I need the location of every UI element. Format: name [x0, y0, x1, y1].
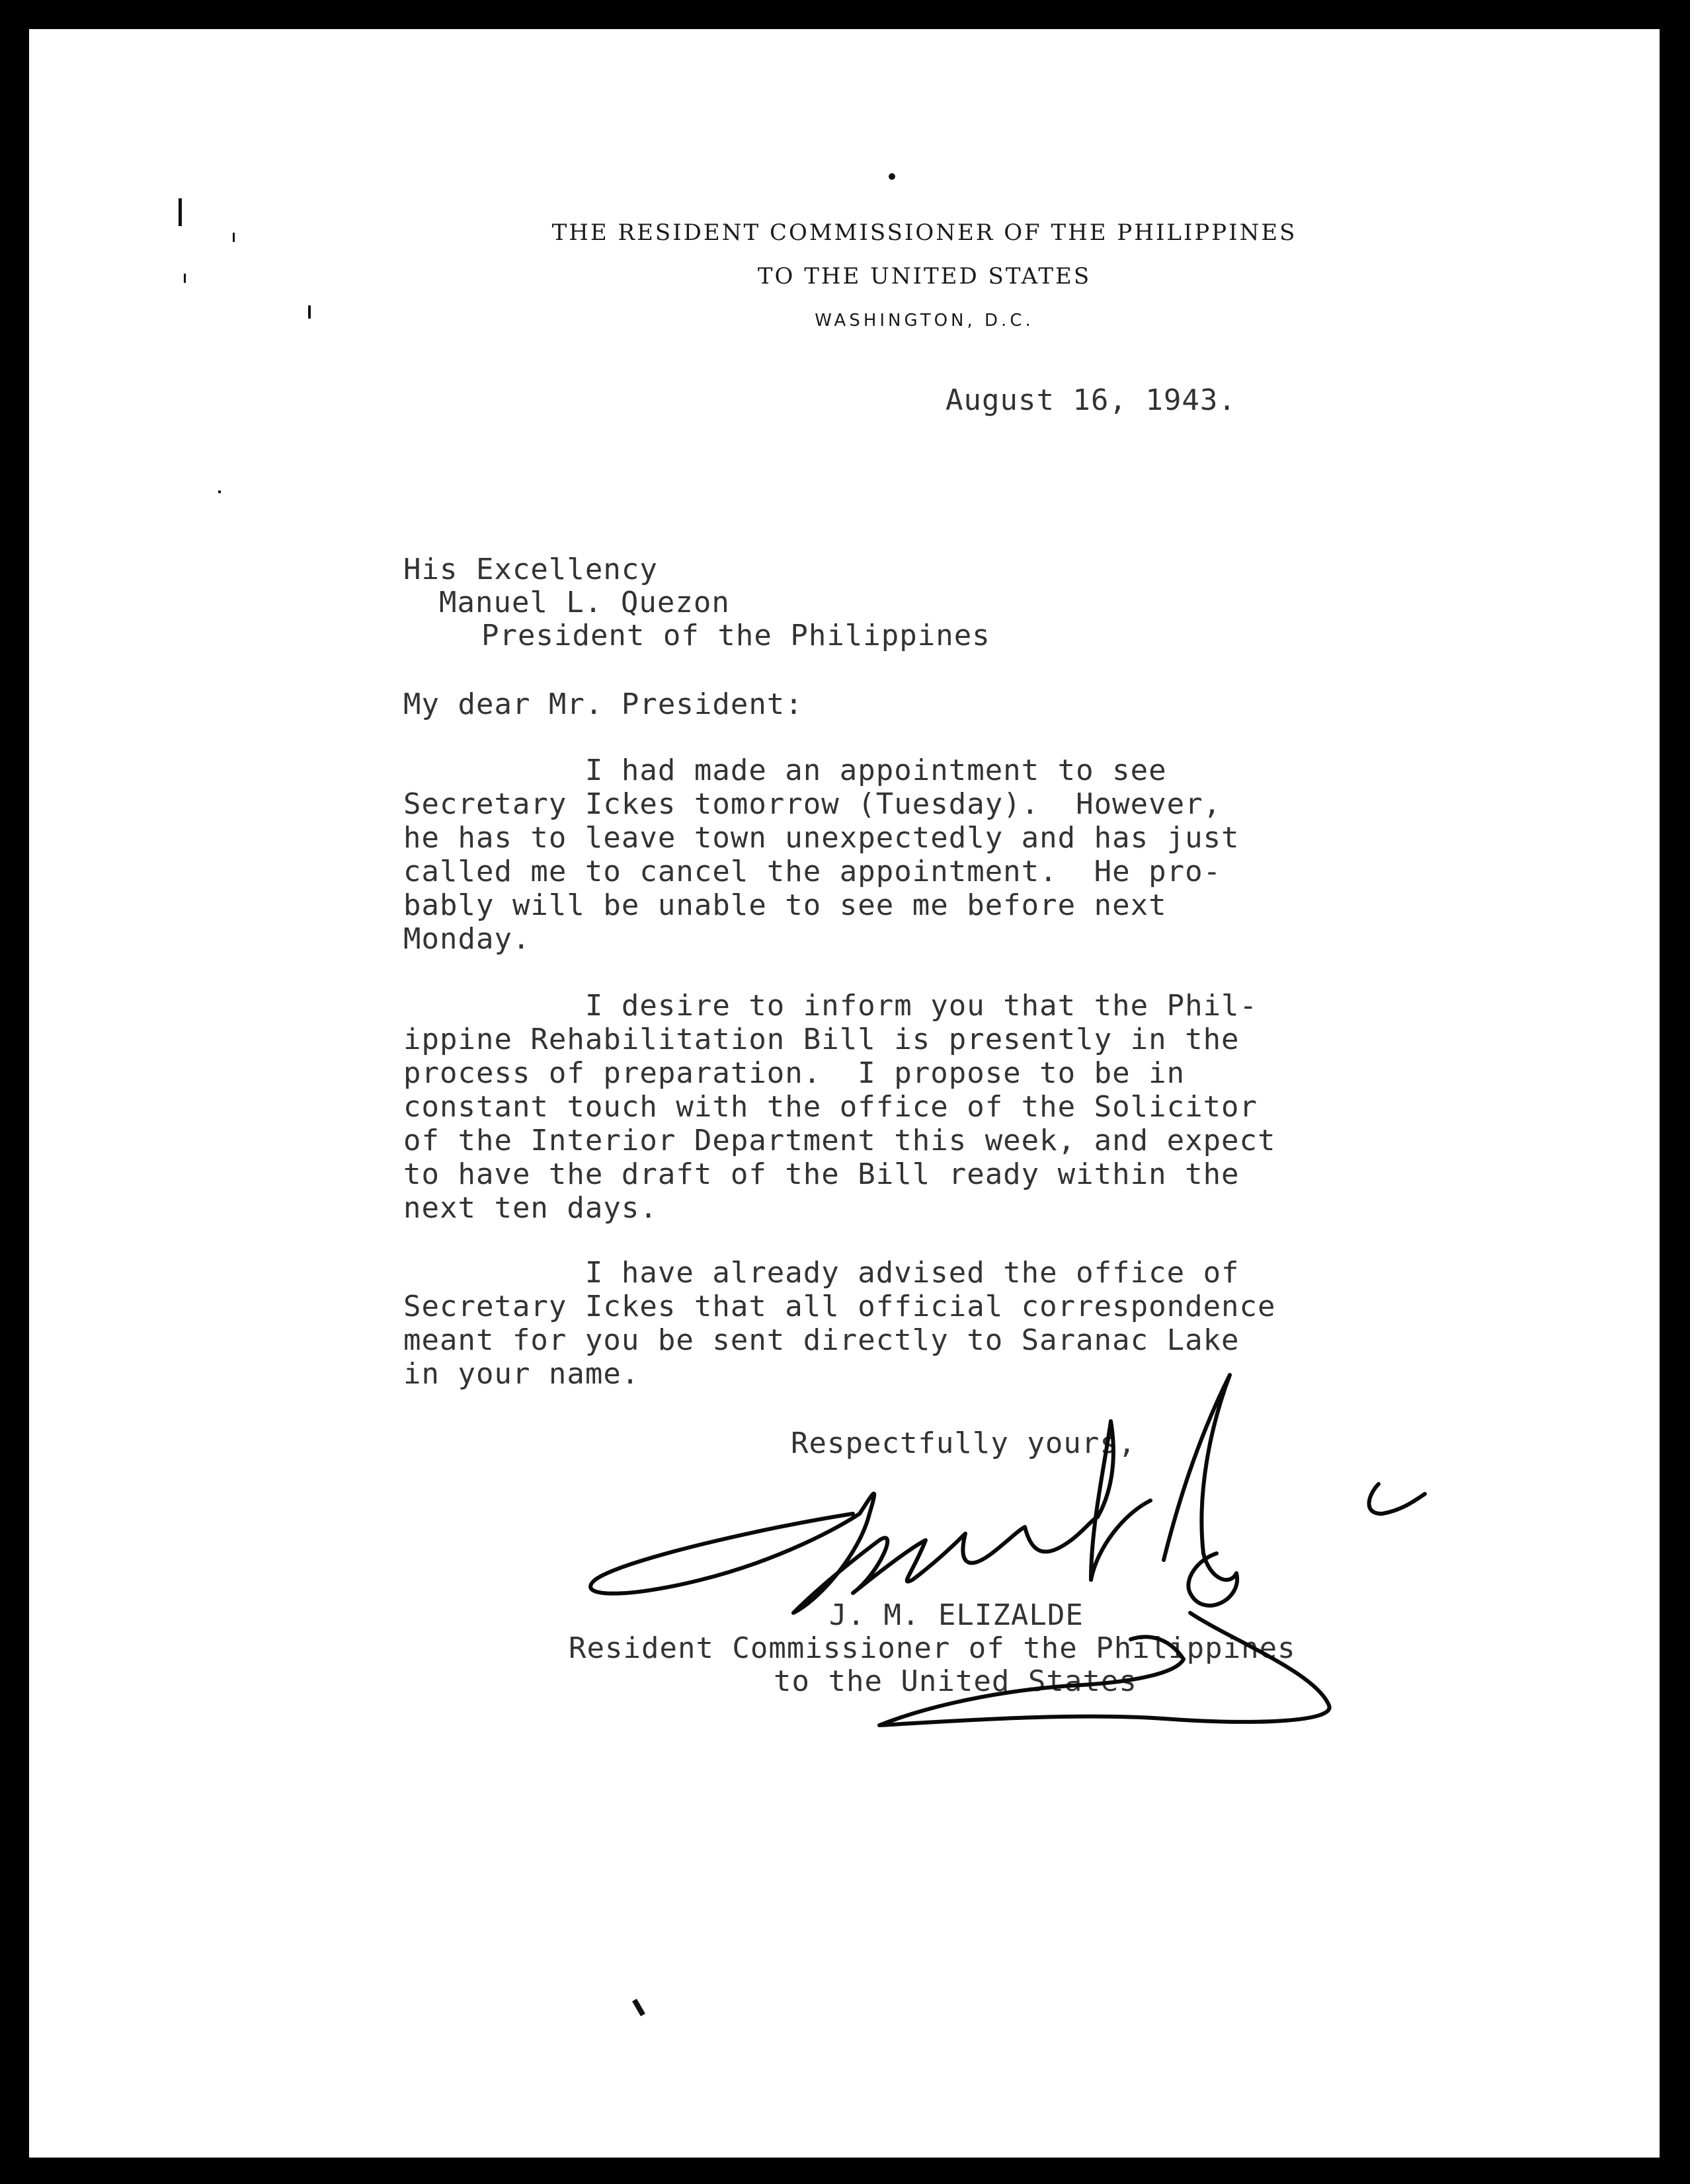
signatory-title-line-2: to the United States [774, 1664, 1137, 1698]
addressee-line-1: His Excellency [403, 553, 658, 586]
addressee-line-2: Manuel L. Quezon [439, 586, 730, 619]
signatory-name: J. M. ELIZALDE [829, 1598, 1084, 1632]
addressee-line-3: President of the Philippines [481, 619, 990, 652]
letterhead-title: THE RESIDENT COMMISSIONER OF THE PHILIPPINES [551, 219, 1297, 246]
scan-mark [218, 490, 221, 493]
body-paragraph-1: I had made an appointment to see Secretary Ickes tomorrow (Tuesday). However, he has to leave town unexpectedly and has just called me to cancel the appointment. He pro- bably will be unable to see me before next Monday. [403, 754, 1240, 956]
letterhead-subtitle: TO THE UNITED STATES [757, 263, 1092, 290]
scan-mark [889, 173, 895, 180]
closing: Respectfully yours, [791, 1426, 1137, 1460]
signatory-title-line-1: Resident Commissioner of the Philippines [569, 1631, 1296, 1665]
letter-date: August 16, 1943. [946, 383, 1236, 417]
body-paragraph-2: I desire to inform you that the Phil- ippine Rehabilitation Bill is presently in the process of preparation. I propose to be in constant touch with the office of the Solicitor of the Interior Department this week, and expect to have the draft of the Bill ready within the next ten days. [403, 989, 1276, 1225]
handwritten-signature [569, 1362, 1428, 1732]
salutation: My dear Mr. President: [403, 687, 803, 721]
letterhead-location: WASHINGTON, D.C. [815, 311, 1034, 331]
body-paragraph-3: I have already advised the office of Secretary Ickes that all official correspondence meant for you be sent directly to Saranac Lake in your name. [403, 1256, 1276, 1391]
